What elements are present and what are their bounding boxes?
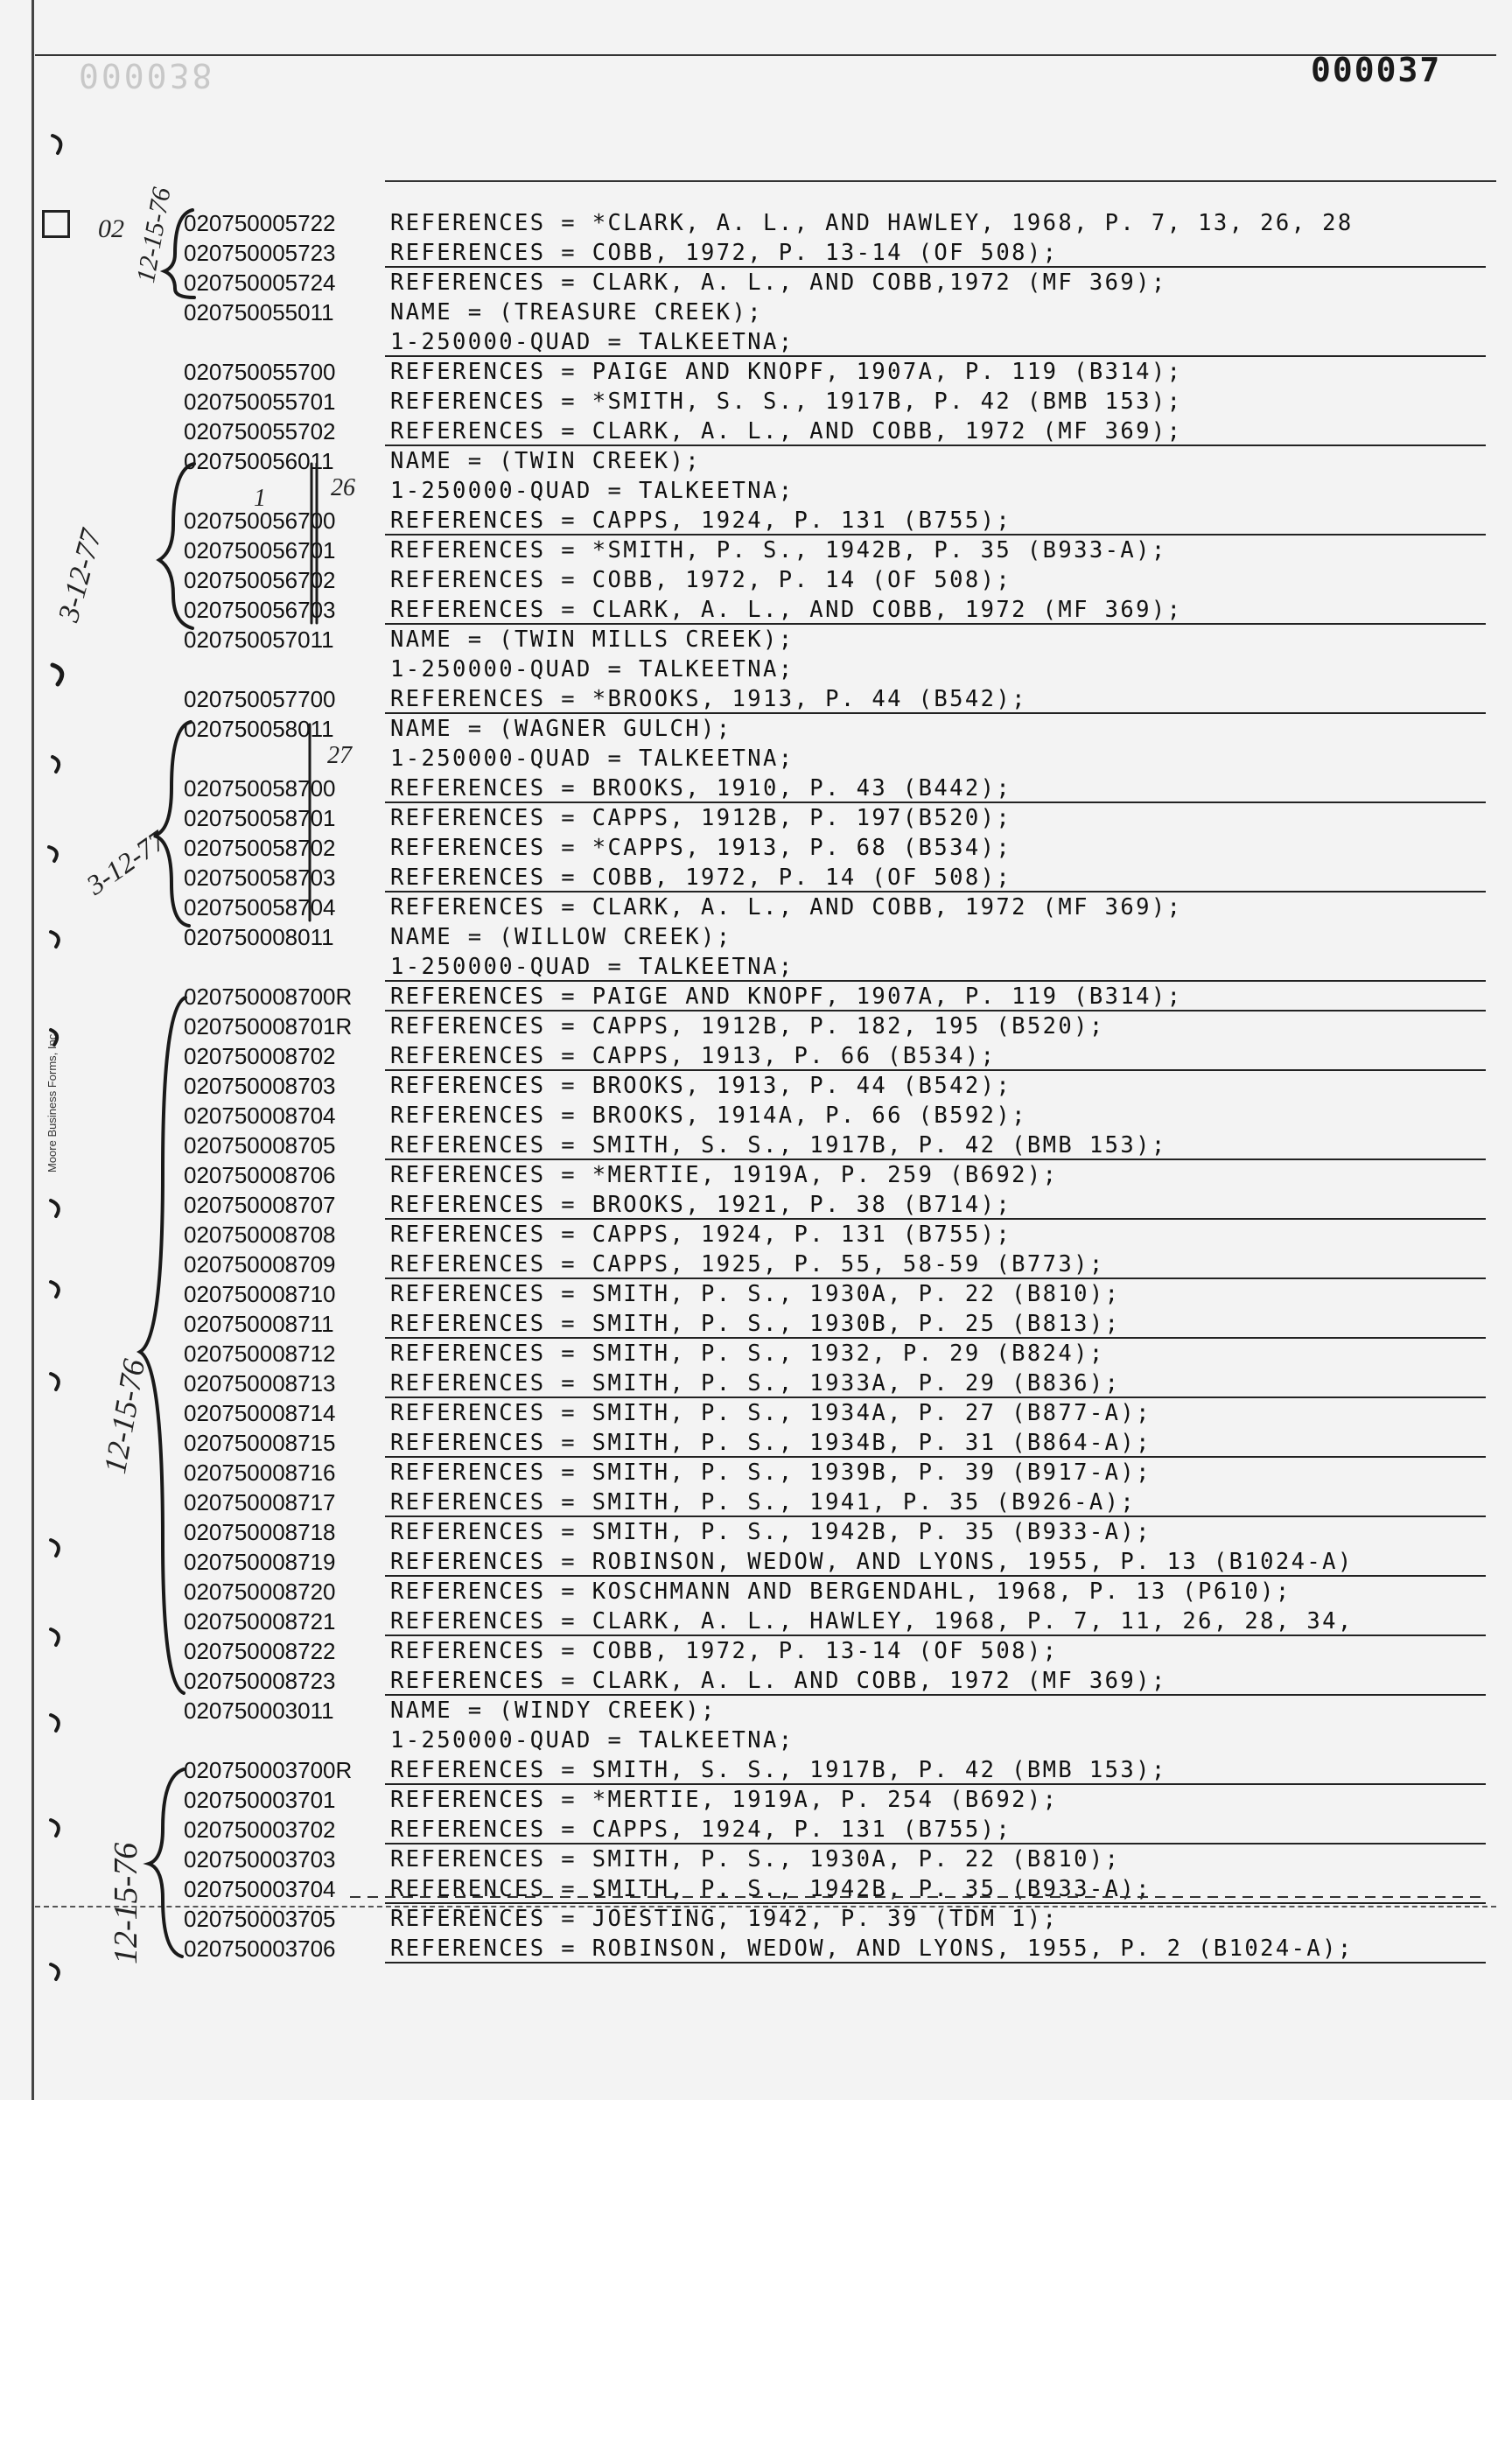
- record-text: REFERENCES = SMITH, P. S., 1942B, P. 35 (B933-A);: [390, 1519, 1152, 1545]
- record-text: REFERENCES = CAPPS, 1924, P. 131 (B755);: [390, 508, 1012, 534]
- record-text: REFERENCES = SMITH, P. S., 1934A, P. 27 (B877-A);: [390, 1400, 1152, 1426]
- record-text: REFERENCES = SMITH, P. S., 1934B, P. 31 (B864-A);: [390, 1430, 1152, 1456]
- record-code: 020750005724: [184, 270, 336, 296]
- record-code: 020750008718: [184, 1519, 336, 1545]
- printer-imprint: Moore Business Forms, Inc.: [46, 1031, 59, 1172]
- record-text: NAME = (WINDY CREEK);: [390, 1698, 717, 1724]
- record-text: REFERENCES = CAPPS, 1924, P. 131 (B755);: [390, 1816, 1012, 1843]
- record-code: 020750003706: [184, 1936, 336, 1962]
- record-text: REFERENCES = BROOKS, 1910, P. 43 (B442);: [390, 775, 1012, 802]
- record-text: REFERENCES = SMITH, P. S., 1930B, P. 25 (B813);: [390, 1311, 1121, 1337]
- record-code: 020750008709: [184, 1251, 336, 1278]
- record-text: 1-250000-QUAD = TALKEETNA;: [390, 329, 794, 355]
- record-text: 1-250000-QUAD = TALKEETNA;: [390, 1727, 794, 1754]
- record-text: REFERENCES = SMITH, P. S., 1941, P. 35 (B926-A);: [390, 1489, 1137, 1516]
- handwritten-number: 27: [327, 742, 352, 769]
- record-code: 020750003705: [184, 1906, 336, 1932]
- record-code: 020750008706: [184, 1162, 336, 1188]
- record-text: NAME = (WAGNER GULCH);: [390, 716, 732, 742]
- record-code: 020750003704: [184, 1876, 336, 1902]
- page-number: 000037: [1311, 51, 1442, 89]
- record-text: REFERENCES = *CLARK, A. L., AND HAWLEY, 1968, P. 7, 13, 26, 28: [390, 210, 1354, 236]
- record-code: 020750008721: [184, 1608, 336, 1634]
- record-code: 020750055700: [184, 359, 336, 385]
- record-text: NAME = (TWIN CREEK);: [390, 448, 702, 474]
- record-code: 020750056700: [184, 508, 336, 534]
- record-code: 020750055011: [184, 299, 334, 326]
- record-code: 020750008703: [184, 1073, 336, 1099]
- record-code: 020750055702: [184, 418, 336, 444]
- handwritten-date: 12-15-76: [131, 185, 177, 285]
- record-text: REFERENCES = CLARK, A. L., HAWLEY, 1968, P. 7, 11, 26, 28, 34,: [390, 1608, 1354, 1634]
- record-text: NAME = (TWIN MILLS CREEK);: [390, 626, 794, 653]
- record-code: 020750003701: [184, 1787, 336, 1813]
- record-code: 020750058011: [184, 716, 334, 742]
- record-code: 020750003700R: [184, 1757, 353, 1783]
- record-text: REFERENCES = CLARK, A. L., AND COBB, 1972 (MF 369);: [390, 418, 1183, 444]
- record-text: REFERENCES = *CAPPS, 1913, P. 68 (B534);: [390, 835, 1012, 861]
- record-code: 020750057011: [184, 626, 334, 653]
- record-code: 020750008716: [184, 1460, 336, 1486]
- record-text: 1-250000-QUAD = TALKEETNA;: [390, 656, 794, 682]
- record-text: REFERENCES = CAPPS, 1912B, P. 182, 195 (B520);: [390, 1013, 1105, 1040]
- handwritten-number: 26: [331, 474, 355, 501]
- record-code: 020750057700: [184, 686, 336, 712]
- record-text: 1-250000-QUAD = TALKEETNA;: [390, 746, 794, 772]
- record-code: 020750008712: [184, 1340, 336, 1367]
- record-code: 020750008715: [184, 1430, 336, 1456]
- record-text: REFERENCES = *SMITH, P. S., 1942B, P. 35 (B933-A);: [390, 537, 1167, 564]
- record-code: 020750058703: [184, 864, 336, 891]
- record-text: REFERENCES = SMITH, P. S., 1930A, P. 22 (B810);: [390, 1281, 1121, 1307]
- record-code: 020750008720: [184, 1578, 336, 1605]
- record-text: REFERENCES = CLARK, A. L., AND COBB, 1972 (MF 369);: [390, 597, 1183, 623]
- record-text: REFERENCES = JOESTING, 1942, P. 39 (TDM 1);: [390, 1906, 1059, 1932]
- record-text: REFERENCES = BROOKS, 1913, P. 44 (B542);: [390, 1073, 1012, 1099]
- record-code: 020750056703: [184, 597, 336, 623]
- record-text: REFERENCES = PAIGE AND KNOPF, 1907A, P. 119 (B314);: [390, 984, 1183, 1010]
- record-text: REFERENCES = *MERTIE, 1919A, P. 259 (B692);: [390, 1162, 1059, 1188]
- record-code: 020750008719: [184, 1549, 336, 1575]
- handwritten-date: 12-15-76: [108, 1842, 144, 1964]
- record-code: 020750058700: [184, 775, 336, 802]
- record-code: 020750008723: [184, 1668, 336, 1694]
- record-text: REFERENCES = COBB, 1972, P. 13-14 (OF 508);: [390, 240, 1059, 266]
- handwritten-date: 3-12-77: [52, 526, 108, 626]
- record-text: REFERENCES = CAPPS, 1912B, P. 197(B520);: [390, 805, 1012, 831]
- record-text: REFERENCES = CAPPS, 1925, P. 55, 58-59 (B773);: [390, 1251, 1105, 1278]
- record-text: REFERENCES = SMITH, S. S., 1917B, P. 42 (BMB 153);: [390, 1132, 1167, 1158]
- record-code: 020750005723: [184, 240, 336, 266]
- record-text: NAME = (WILLOW CREEK);: [390, 924, 732, 950]
- record-text: REFERENCES = ROBINSON, WEDOW, AND LYONS, 1955, P. 13 (B1024-A): [390, 1549, 1354, 1575]
- record-text: REFERENCES = SMITH, P. S., 1932, P. 29 (B824);: [390, 1340, 1105, 1367]
- record-text: REFERENCES = COBB, 1972, P. 13-14 (OF 508);: [390, 1638, 1059, 1664]
- record-code: 020750058702: [184, 835, 336, 861]
- record-text: REFERENCES = SMITH, S. S., 1917B, P. 42 (BMB 153);: [390, 1757, 1167, 1783]
- record-code: 020750008710: [184, 1281, 336, 1307]
- record-text: NAME = (TREASURE CREEK);: [390, 299, 764, 326]
- record-code: 020750008714: [184, 1400, 336, 1426]
- record-text: REFERENCES = BROOKS, 1921, P. 38 (B714);: [390, 1192, 1012, 1218]
- record-text: REFERENCES = SMITH, P. S., 1939B, P. 39 (B917-A);: [390, 1460, 1152, 1486]
- record-code: 020750008704: [184, 1102, 336, 1129]
- record-text: REFERENCES = CAPPS, 1924, P. 131 (B755);: [390, 1222, 1012, 1248]
- record-code: 020750008722: [184, 1638, 336, 1664]
- handwritten-date: 3-12-77: [80, 823, 172, 901]
- record-text: 1-250000-QUAD = TALKEETNA;: [390, 954, 794, 980]
- record-text: REFERENCES = *MERTIE, 1919A, P. 254 (B692);: [390, 1787, 1059, 1813]
- record-code: 020750005722: [184, 210, 336, 236]
- record-code: 020750008713: [184, 1370, 336, 1396]
- record-code: 020750008011: [184, 924, 334, 950]
- handwritten-tag: 02: [98, 214, 124, 243]
- handwritten-number: 1: [254, 485, 266, 512]
- record-code: 020750008700R: [184, 984, 353, 1010]
- record-code: 020750058704: [184, 894, 336, 920]
- record-text: REFERENCES = SMITH, P. S., 1933A, P. 29 (B836);: [390, 1370, 1121, 1396]
- record-text: REFERENCES = CLARK, A. L., AND COBB, 1972 (MF 369);: [390, 894, 1183, 920]
- record-text: REFERENCES = BROOKS, 1914A, P. 66 (B592);: [390, 1102, 1027, 1129]
- handwritten-date: 12-15-76: [96, 1356, 152, 1477]
- record-text: REFERENCES = *SMITH, S. S., 1917B, P. 42 (BMB 153);: [390, 388, 1183, 415]
- ghost-page-number: 000038: [79, 56, 215, 94]
- record-text: REFERENCES = COBB, 1972, P. 14 (OF 508);: [390, 567, 1012, 593]
- record-code: 020750008702: [184, 1043, 336, 1069]
- record-code: 020750008705: [184, 1132, 336, 1158]
- record-code: 020750058701: [184, 805, 336, 831]
- record-text: REFERENCES = CLARK, A. L., AND COBB,1972 (MF 369);: [390, 270, 1167, 296]
- record-text: REFERENCES = CLARK, A. L. AND COBB, 1972 (MF 369);: [390, 1668, 1167, 1694]
- record-code: 020750055701: [184, 388, 336, 415]
- record-text: 1-250000-QUAD = TALKEETNA;: [390, 478, 794, 504]
- record-text: REFERENCES = SMITH, P. S., 1930A, P. 22 (B810);: [390, 1846, 1121, 1872]
- record-text: REFERENCES = CAPPS, 1913, P. 66 (B534);: [390, 1043, 997, 1069]
- record-code: 020750003702: [184, 1816, 336, 1843]
- record-text: REFERENCES = SMITH, P. S., 1942B, P. 35 (B933-A);: [390, 1876, 1152, 1902]
- record-text: REFERENCES = *BROOKS, 1913, P. 44 (B542);: [390, 686, 1027, 712]
- record-text: REFERENCES = PAIGE AND KNOPF, 1907A, P. 119 (B314);: [390, 359, 1183, 385]
- record-code: 020750056011: [184, 448, 334, 474]
- record-code: 020750008707: [184, 1192, 336, 1218]
- record-code: 020750008701R: [184, 1013, 353, 1040]
- record-code: 020750008711: [184, 1311, 334, 1337]
- record-code: 020750056702: [184, 567, 336, 593]
- record-code: 020750008717: [184, 1489, 336, 1516]
- record-text: REFERENCES = ROBINSON, WEDOW, AND LYONS, 1955, P. 2 (B1024-A);: [390, 1936, 1354, 1962]
- record-code: 020750003011: [184, 1698, 334, 1724]
- record-text: REFERENCES = KOSCHMANN AND BERGENDAHL, 1968, P. 13 (P610);: [390, 1578, 1292, 1605]
- record-code: 020750056701: [184, 537, 336, 564]
- record-code: 020750008708: [184, 1222, 336, 1248]
- record-code: 020750003703: [184, 1846, 336, 1872]
- record-text: REFERENCES = COBB, 1972, P. 14 (OF 508);: [390, 864, 1012, 891]
